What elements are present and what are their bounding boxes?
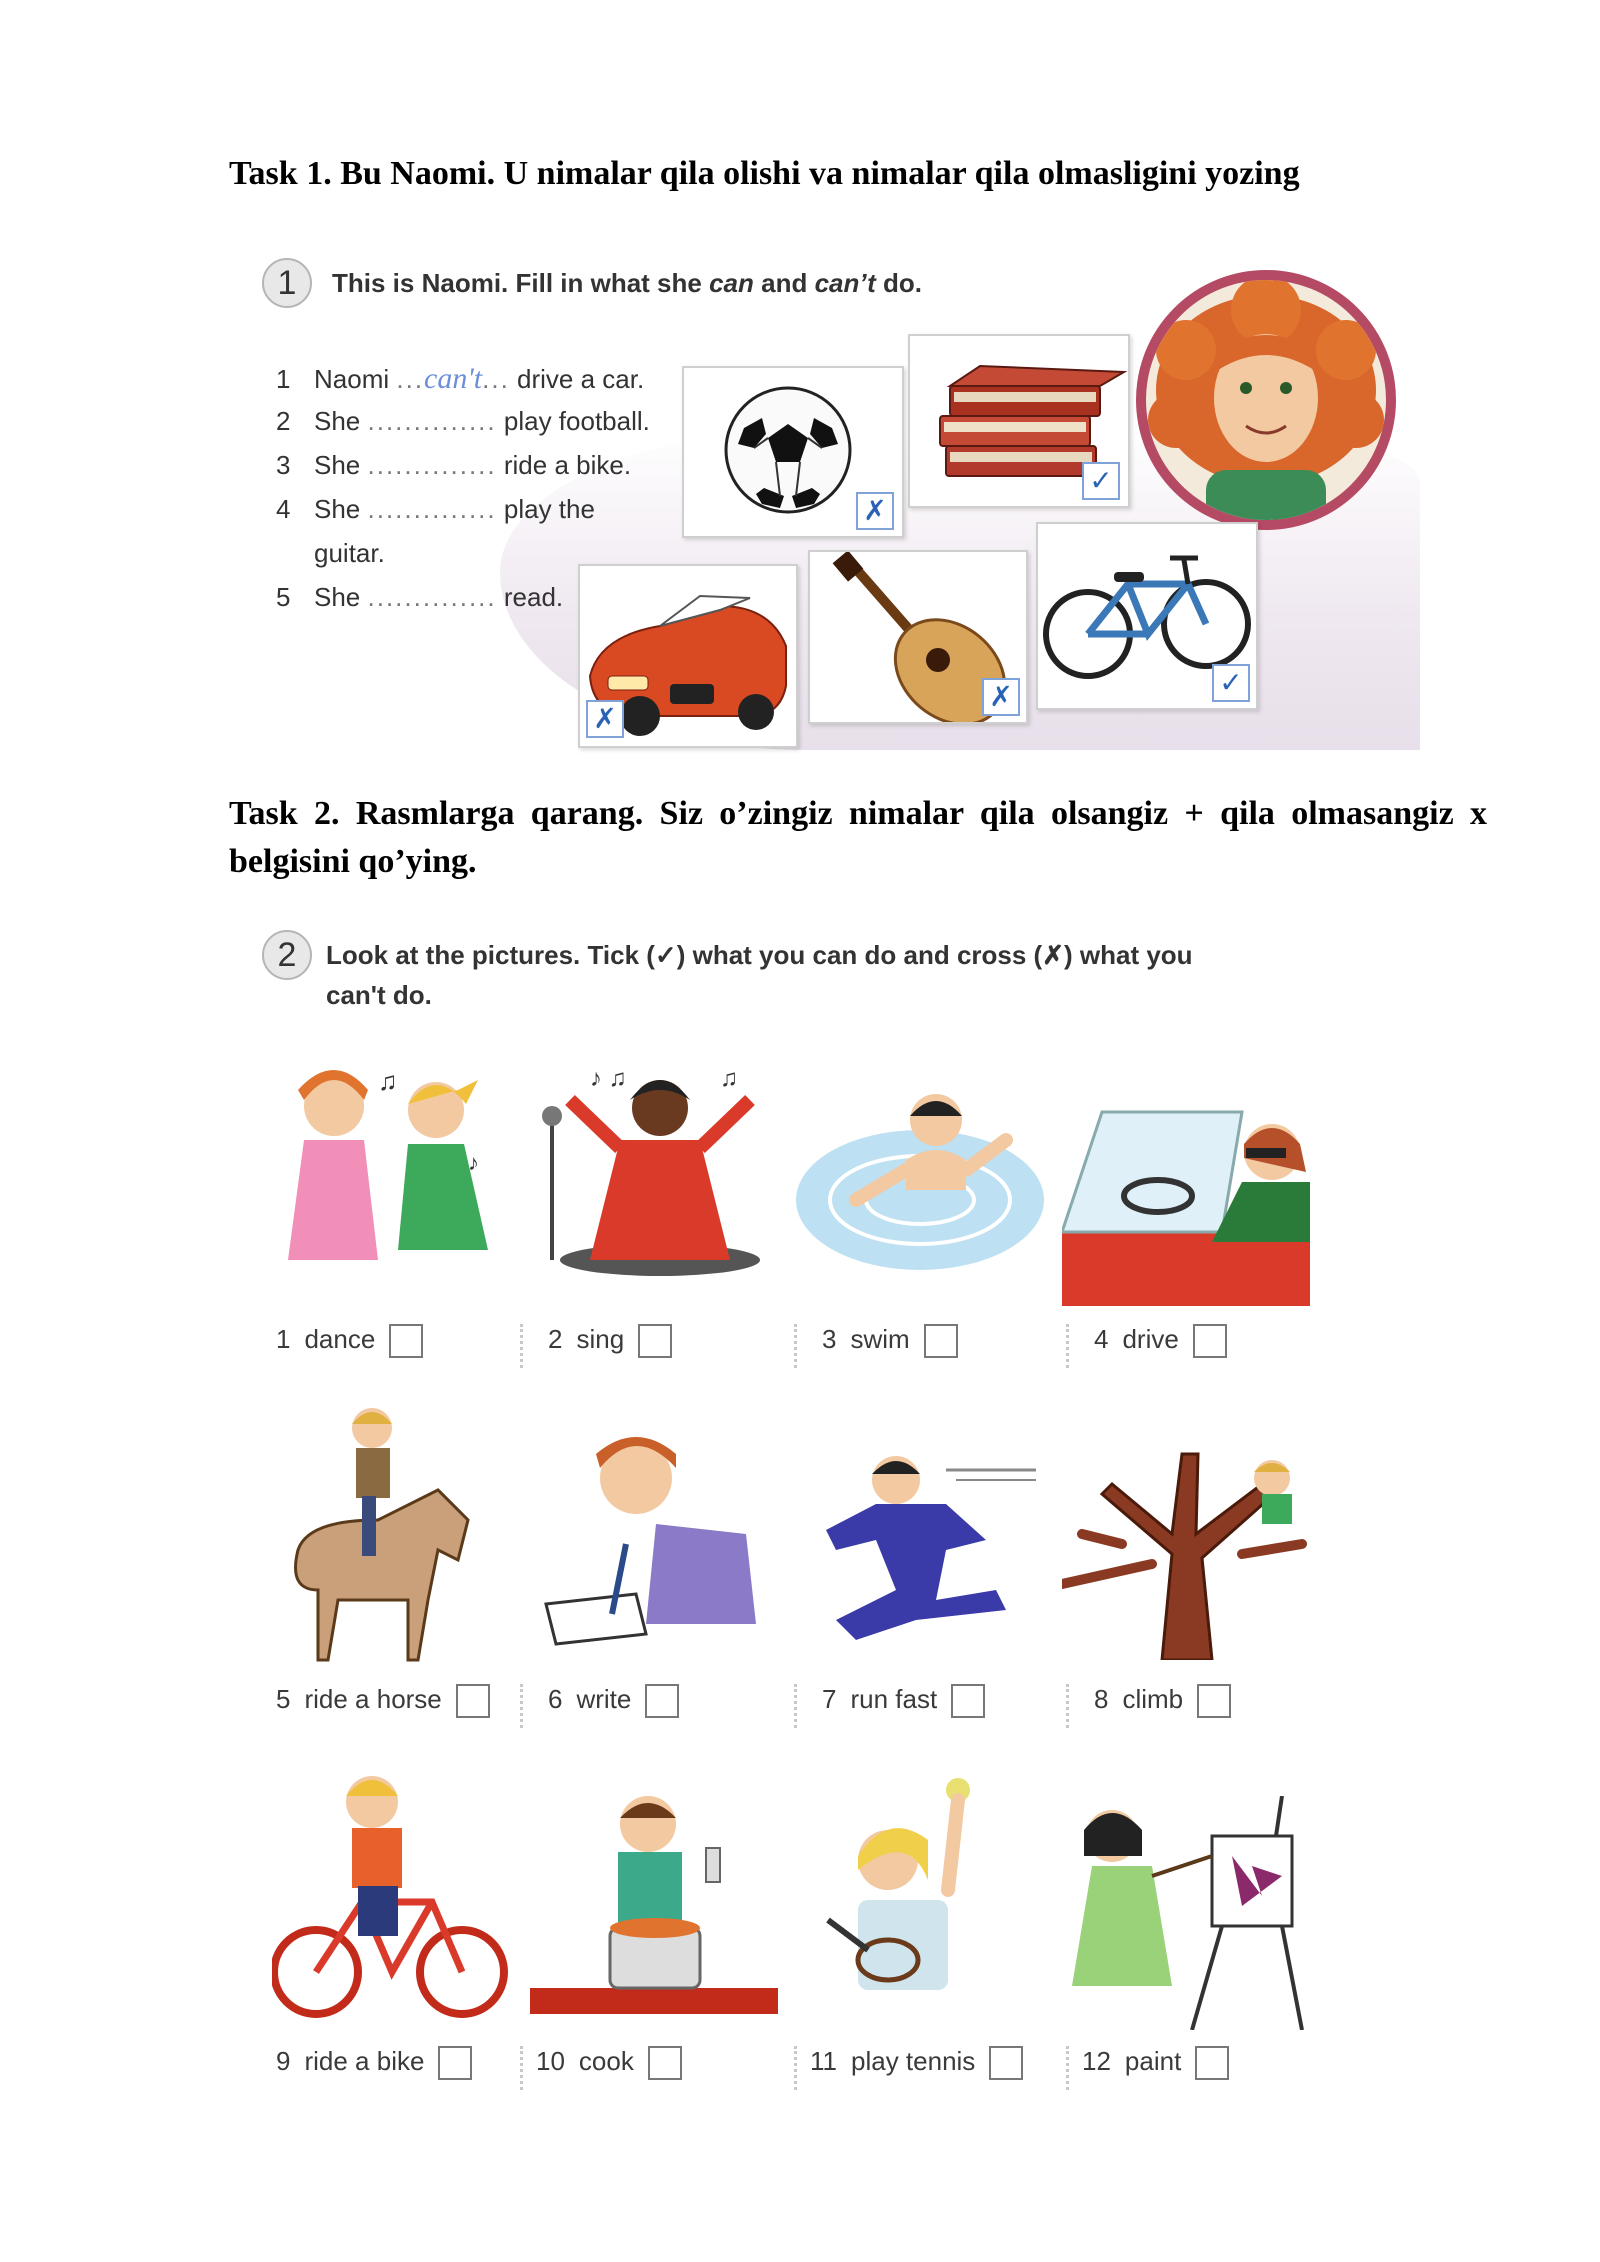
singer-icon <box>530 1060 772 1280</box>
boy-on-bike-icon <box>272 1762 508 2026</box>
sentence-4: 4 She .............. play the <box>276 494 595 524</box>
blank-line: .............. <box>367 450 497 480</box>
play-tennis-picture <box>808 1770 1028 2020</box>
task2-heading: Task 2. Rasmlarga qarang. Siz o’zingiz nimalar qila olsangiz + qila olmasangiz x belgisini qo’ying. <box>229 795 1487 880</box>
divider <box>520 1684 523 1728</box>
cross-mark-football: ✗ <box>856 492 894 530</box>
task1-heading: Task 1. Bu Naomi. U nimalar qila olishi va nimalar qila olmasligini yozing <box>229 155 1300 192</box>
svg-text:♪ ♫: ♪ ♫ <box>590 1065 627 1092</box>
item-11: 11 play tennis <box>810 2046 1023 2080</box>
paint-picture <box>1062 1796 1310 2030</box>
tree-climber-icon <box>1062 1434 1310 1660</box>
checkbox-cook[interactable] <box>648 2046 682 2080</box>
girl-face-icon <box>1146 280 1386 520</box>
checkbox-sing[interactable] <box>638 1324 672 1358</box>
blank-line: .............. <box>367 406 497 436</box>
checkbox-climb[interactable] <box>1197 1684 1231 1718</box>
checkbox-write[interactable] <box>645 1684 679 1718</box>
svg-text:♪: ♪ <box>468 1150 479 1175</box>
tick-mark-books: ✓ <box>1082 462 1120 500</box>
sentence-5: 5 She .............. read. <box>276 582 564 612</box>
dance-picture <box>268 1060 508 1280</box>
item-5: 5 ride a horse <box>276 1684 490 1718</box>
item-8: 8 climb <box>1094 1684 1231 1718</box>
svg-text:♫: ♫ <box>378 1066 398 1096</box>
checkbox-paint[interactable] <box>1195 2046 1229 2080</box>
cook-picture <box>530 1788 778 2018</box>
sing-picture <box>530 1060 772 1280</box>
sentence-3: 3 She .............. ride a bike. <box>276 450 632 480</box>
checkbox-dance[interactable] <box>389 1324 423 1358</box>
item-10: 10 cook <box>536 2046 682 2080</box>
swimmer-icon <box>796 1080 1044 1280</box>
drive-picture <box>1062 1092 1310 1306</box>
exercise1-instruction: This is Naomi. Fill in what she can and can’t do. <box>332 268 922 298</box>
checkbox-play-tennis[interactable] <box>989 2046 1023 2080</box>
naomi-portrait <box>1136 270 1396 530</box>
sentence-4-continued: guitar. <box>314 538 385 568</box>
item-1: 1 dance <box>276 1324 423 1358</box>
sentence-2: 2 She .............. play football. <box>276 406 650 436</box>
divider <box>520 1324 523 1368</box>
svg-text:♫: ♫ <box>720 1065 738 1092</box>
item-3: 3 swim <box>822 1324 958 1358</box>
running-man-icon <box>796 1440 1042 1658</box>
swim-picture <box>796 1080 1044 1280</box>
dancing-girls-icon <box>268 1060 508 1280</box>
checkbox-run-fast[interactable] <box>951 1684 985 1718</box>
cross-mark-guitar: ✗ <box>982 678 1020 716</box>
divider <box>1066 1684 1069 1728</box>
exercise-number-badge-2: 2 <box>262 930 312 980</box>
tick-mark-bike: ✓ <box>1212 664 1250 702</box>
driver-icon <box>1062 1092 1310 1306</box>
checkbox-swim[interactable] <box>924 1324 958 1358</box>
item-2: 2 sing <box>548 1324 672 1358</box>
cross-mark-car: ✗ <box>586 700 624 738</box>
item-6: 6 write <box>548 1684 679 1718</box>
divider <box>794 1324 797 1368</box>
blank-line: .............. <box>367 494 497 524</box>
divider <box>1066 2046 1069 2090</box>
cooking-boy-icon <box>530 1788 778 2018</box>
writing-boy-icon <box>536 1424 766 1656</box>
run-fast-picture <box>796 1440 1042 1658</box>
handwritten-answer: can't <box>424 362 483 395</box>
checkbox-drive[interactable] <box>1193 1324 1227 1358</box>
checkbox-ride-a-bike[interactable] <box>438 2046 472 2080</box>
divider <box>1066 1324 1069 1368</box>
item-12: 12 paint <box>1082 2046 1229 2080</box>
item-9: 9 ride a bike <box>276 2046 472 2080</box>
write-picture <box>536 1424 766 1656</box>
divider <box>794 1684 797 1728</box>
painting-girl-icon <box>1062 1796 1310 2030</box>
divider <box>794 2046 797 2090</box>
item-7: 7 run fast <box>822 1684 985 1718</box>
ride-a-horse-picture <box>268 1400 488 1670</box>
checkbox-ride-a-horse[interactable] <box>456 1684 490 1718</box>
horse-rider-icon <box>268 1400 488 1670</box>
divider <box>520 2046 523 2090</box>
sentence-1: 1 Naomi ...can't... drive a car. <box>276 362 645 395</box>
exercise2-instruction-line1: Look at the pictures. Tick (✓) what you can do and cross (✗) what you <box>326 940 1193 970</box>
climb-picture <box>1062 1434 1310 1660</box>
ride-a-bike-picture <box>272 1762 508 2026</box>
exercise2-instruction-line2: can't do. <box>326 980 432 1010</box>
exercise-number-badge: 1 <box>262 258 312 308</box>
item-4: 4 drive <box>1094 1324 1227 1358</box>
tennis-girl-icon <box>808 1770 1028 2020</box>
blank-line: .............. <box>367 582 497 612</box>
